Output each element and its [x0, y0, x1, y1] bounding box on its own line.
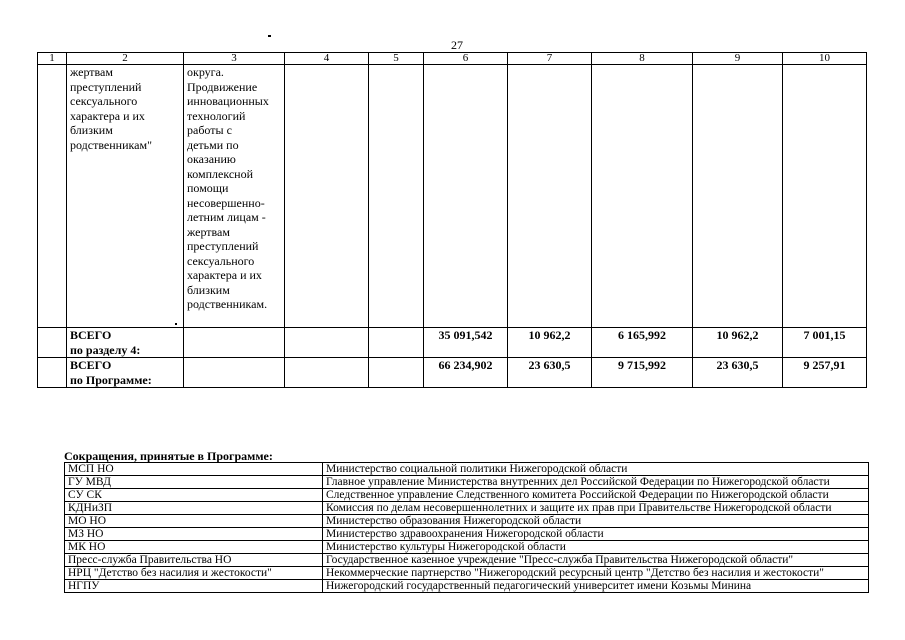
program-table [37, 52, 867, 388]
total-value: 6 165,992 [592, 328, 693, 358]
text-line: ВСЕГО [70, 328, 112, 342]
abbreviation-row [65, 463, 869, 476]
cell [285, 358, 369, 388]
col-header: 6 [424, 53, 508, 65]
page-number: 27 [451, 38, 463, 52]
text-line: оказанию [187, 152, 236, 166]
abbreviation-meaning: Министерство здравоохранения Нижегородской области [323, 528, 869, 541]
cell [369, 65, 424, 328]
abbreviation-row [65, 541, 869, 554]
total-value: 9 715,992 [592, 358, 693, 388]
cell [424, 65, 508, 328]
text-line: помощи [187, 181, 229, 195]
text-line: комплексной [187, 166, 254, 181]
cell [184, 328, 285, 358]
cell [369, 358, 424, 388]
abbreviation: МК НО [65, 541, 323, 554]
text-line: инновационных [187, 94, 269, 108]
cell [285, 65, 369, 328]
abbreviation-meaning: Государственное казенное учреждение "Пресс-служба Правительства Нижегородской области" [323, 554, 869, 567]
cell [369, 328, 424, 358]
abbreviation-row [65, 515, 869, 528]
col-header: 10 [783, 53, 867, 65]
scan-speck [268, 35, 271, 37]
cell [693, 65, 783, 328]
abbreviation: СУ СК [65, 489, 323, 502]
cell [38, 65, 67, 328]
cell [184, 358, 285, 388]
abbreviations-table [64, 462, 869, 593]
table-row [38, 65, 867, 328]
text-line: преступлений [70, 79, 142, 94]
text-line: близким [70, 123, 113, 137]
text-line: Продвижение [187, 79, 258, 94]
total-label [67, 328, 184, 358]
abbreviation-row [65, 567, 869, 580]
text-line: родственникам" [70, 137, 152, 152]
text-line: по Программе: [70, 372, 152, 387]
abbreviations-title: Сокращения, принятые в Программе: [64, 449, 273, 463]
measure-name-cell [67, 65, 184, 328]
abbreviation-meaning: Некоммерческие партнерство "Нижегородский ресурсный центр "Детство без насилия и жестокости" [323, 567, 869, 580]
total-label [67, 358, 184, 388]
abbreviation: МСП НО [65, 463, 323, 476]
abbreviation: МО НО [65, 515, 323, 528]
col-header: 3 [184, 53, 285, 65]
col-header: 5 [369, 53, 424, 65]
text-line: по разделу 4: [70, 342, 141, 357]
text-line: близким [187, 282, 230, 297]
program-total-row [38, 358, 867, 388]
abbreviation-row [65, 502, 869, 515]
text-line: работы с [187, 123, 232, 137]
cell [508, 65, 592, 328]
abbreviation-row [65, 580, 869, 593]
abbreviation-row [65, 489, 869, 502]
col-header: 9 [693, 53, 783, 65]
cell [783, 65, 867, 328]
abbreviation: Пресс-служба Правительства НО [65, 554, 323, 567]
cell [38, 358, 67, 388]
total-value: 35 091,542 [424, 328, 508, 358]
col-header: 7 [508, 53, 592, 65]
abbreviation: КДНиЗП [65, 502, 323, 515]
abbreviation: ГУ МВД [65, 476, 323, 489]
total-value: 66 234,902 [424, 358, 508, 388]
total-value: 10 962,2 [693, 328, 783, 358]
text-line: технологий [187, 108, 246, 123]
abbreviation-row [65, 528, 869, 541]
abbreviation-meaning: Главное управление Министерства внутренних дел Российской Федерации по Нижегородской области [323, 476, 869, 489]
abbreviation: НРЦ "Детство без насилия и жестокости" [65, 567, 323, 580]
measure-description-cell [184, 65, 285, 328]
total-value: 7 001,15 [783, 328, 867, 358]
total-value: 23 630,5 [693, 358, 783, 388]
total-value: 23 630,5 [508, 358, 592, 388]
abbreviation-row [65, 476, 869, 489]
text-line: характера и их [187, 268, 262, 282]
total-value: 9 257,91 [783, 358, 867, 388]
abbreviation-meaning: Министерство образования Нижегородской области [323, 515, 869, 528]
cell [592, 65, 693, 328]
text-line: сексуального [187, 253, 255, 268]
abbreviation-row [65, 554, 869, 567]
text-line: сексуального [70, 94, 138, 108]
text-line: округа. [187, 65, 224, 79]
text-line: детьми по [187, 137, 239, 152]
column-number-row [38, 53, 867, 65]
text-line: преступлений [187, 239, 259, 253]
text-line: родственникам. [187, 297, 268, 311]
text-line: характера и их [70, 108, 145, 123]
abbreviation-meaning: Следственное управление Следственного комитета Российской Федерации по Нижегородской области [323, 489, 869, 502]
text-line: жертвам [70, 65, 113, 79]
abbreviation: НГПУ [65, 580, 323, 593]
col-header: 2 [67, 53, 184, 65]
col-header: 8 [592, 53, 693, 65]
cell [285, 328, 369, 358]
text-line: летним лицам - [187, 210, 266, 224]
cell [38, 328, 67, 358]
text-line: жертвам [187, 224, 230, 239]
abbreviation-meaning: Министерство культуры Нижегородской области [323, 541, 869, 554]
text-line: несовершенно- [187, 195, 265, 210]
abbreviation-meaning: Министерство социальной политики Нижегородской области [323, 463, 869, 476]
abbreviation: МЗ НО [65, 528, 323, 541]
col-header: 4 [285, 53, 369, 65]
text-line: ВСЕГО [70, 358, 112, 372]
abbreviation-meaning: Комиссия по делам несовершеннолетних и защите их прав при Правительстве Нижегородской области [323, 502, 869, 515]
section-total-row [38, 328, 867, 358]
total-value: 10 962,2 [508, 328, 592, 358]
abbreviation-meaning: Нижегородский государственный педагогический университет имени Козьмы Минина [323, 580, 869, 593]
col-header: 1 [38, 53, 67, 65]
